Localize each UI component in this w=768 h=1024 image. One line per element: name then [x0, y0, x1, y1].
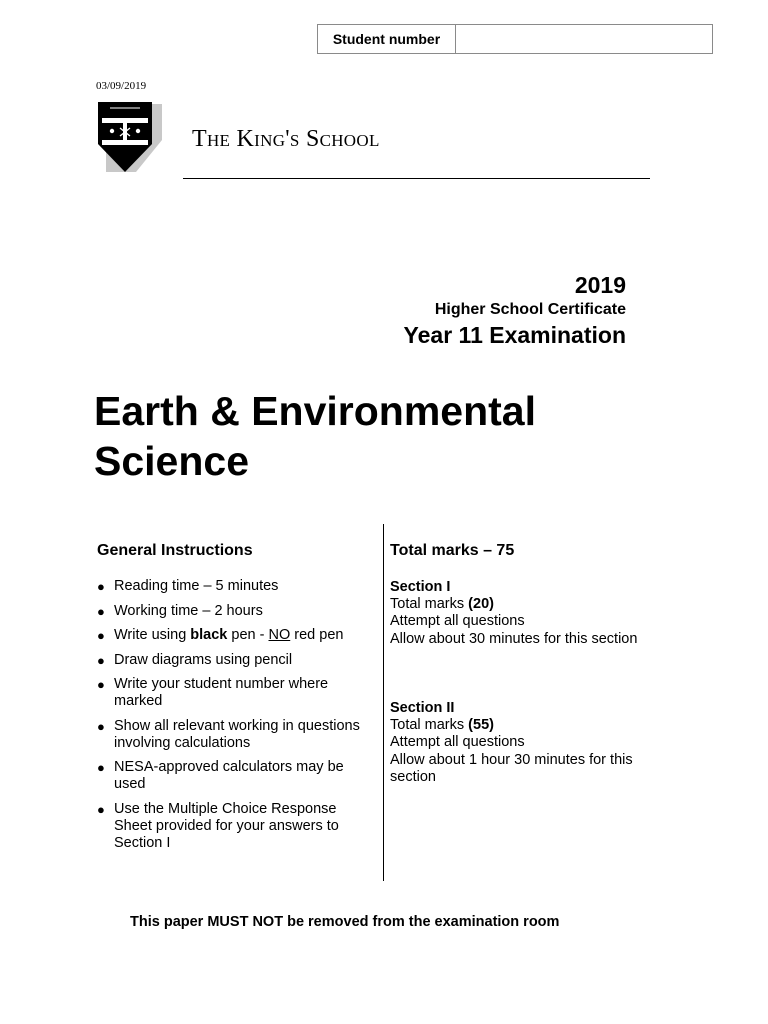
total-marks-title: Total marks – 75 [390, 542, 515, 559]
student-number-label: Student number [318, 25, 456, 53]
section-marks: Total marks (20) [390, 596, 494, 613]
section-attempt: Attempt all questions [390, 734, 525, 751]
student-number-field[interactable] [456, 25, 712, 53]
certificate-name: Higher School Certificate [434, 301, 626, 318]
student-number-box [317, 24, 713, 54]
school-divider [183, 178, 650, 179]
school-name: The King's School [192, 126, 380, 152]
bullet-icon: ● [97, 677, 105, 692]
exam-year: 2019 [574, 272, 626, 298]
date: 03/09/2019 [96, 80, 147, 92]
subject-title [94, 386, 536, 486]
bullet-icon: ● [97, 652, 105, 668]
instruction-item: ● NESA-approved calculators may be used [97, 759, 344, 792]
footer-notice: This paper MUST NOT be removed from the examination room [130, 914, 560, 930]
school-crest-icon [96, 100, 164, 174]
bullet-icon: ● [97, 628, 105, 643]
instruction-item: ● Write your student number where marked [97, 676, 329, 709]
bullet-icon: ● [97, 760, 105, 775]
general-instructions-title: General Instructions [97, 542, 253, 559]
section-time: Allow about 1 hour 30 minutes for this section [390, 751, 633, 785]
instruction-item: ● Working time – 2 hours [97, 602, 263, 619]
section-marks: Total marks (55) [390, 717, 494, 734]
instruction-item: ● Show all relevant working in questions involving calculations [97, 717, 360, 751]
bullet-icon: ● [97, 801, 105, 817]
section-2-info [390, 700, 665, 786]
section-1-info [390, 579, 665, 648]
subject-title-line1: Earth & Environmental [94, 388, 536, 434]
bullet-icon: ● [97, 579, 105, 594]
bullet-icon: ● [97, 603, 105, 619]
instruction-item: ● Use the Multiple Choice Response Sheet provided for your answers to Section I [97, 800, 339, 851]
section-attempt: Attempt all questions [390, 613, 525, 630]
section-time: Allow about 30 minutes for this section [390, 630, 638, 647]
instruction-item: ● Write using black pen - NO red pen [97, 627, 344, 643]
instruction-item: ● Reading time – 5 minutes [97, 578, 279, 594]
section-title: Section I [390, 579, 451, 595]
exam-name: Year 11 Examination [403, 322, 626, 348]
column-divider [383, 524, 384, 881]
instruction-item: ● Draw diagrams using pencil [97, 651, 293, 668]
subject-title-line2: Science [94, 438, 249, 484]
instructions-list [97, 578, 372, 859]
bullet-icon: ● [97, 718, 105, 734]
section-title: Section II [390, 700, 455, 716]
